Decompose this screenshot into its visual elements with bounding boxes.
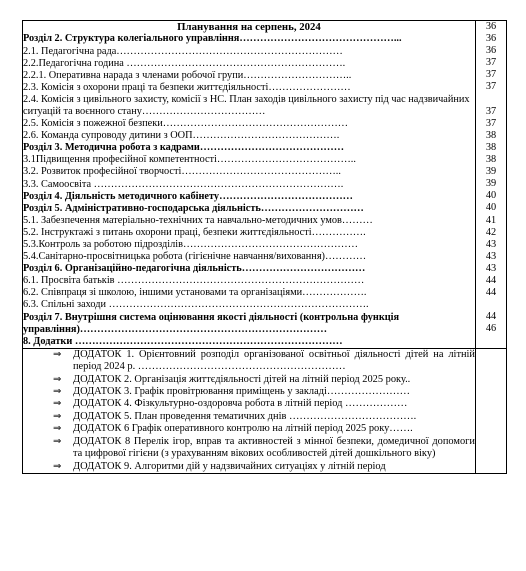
toc-subsection-entry: 5.3.Контроль за роботою підрозділів…………………………………………… — [23, 239, 358, 250]
toc-subsection-entry: 2.6. Команда супроводу дитини з ООП……………………………………. — [23, 130, 340, 142]
right-double-arrow-icon: ⇒ — [53, 410, 62, 422]
toc-subsection-entry: 6.1. Просвіта батьків ……………………………………………………………… — [23, 275, 365, 287]
toc-subsection-entry: 5.1. Забезпечення матеріально-технічних та навчально-методичних умов……… — [23, 214, 373, 226]
page-number: 44 — [485, 274, 497, 286]
toc-subsection-entry: 6.3. Спільні заходи …………………………………………………………………. — [23, 299, 369, 311]
appendix-item-label: ДОДАТОК 2. Організація життєдіяльності дітей на літній період 2025 року.. — [73, 373, 411, 385]
page-number: 42 — [485, 226, 497, 238]
toc-entries-cell — [23, 21, 476, 349]
appendix-item — [53, 461, 475, 473]
page-number: 40 — [485, 190, 497, 202]
toc-sheet — [22, 20, 506, 474]
appendix-item — [53, 436, 475, 461]
page-number-list — [476, 21, 506, 335]
toc-subsection-entry: 2.2.Педагогічна година ………………………………………………………. — [23, 57, 346, 69]
toc-subsection-entry: 3.3. Самоосвіта ………………………………………………………………. — [23, 178, 344, 190]
page-number: 37 — [485, 57, 497, 69]
appendix-item-label: ДОДАТОК 5. План проведення тематичних днів ………………………………. — [73, 410, 417, 422]
page-number: 37 — [485, 81, 497, 93]
page-number: 46 — [485, 323, 497, 335]
page-number: 36 — [485, 21, 497, 32]
page-number: 37 — [485, 117, 497, 129]
right-double-arrow-icon: ⇒ — [53, 386, 62, 398]
page-number: 39 — [485, 166, 497, 178]
toc-subsection-entry: 2.3. Комісія з охорони праці та безпеки життєдіяльності…………………… — [23, 81, 351, 93]
toc-subsection-entry: 2.2.1. Оперативна нарада з членами робочої групи………………………….. — [23, 69, 352, 81]
page-number: 36 — [485, 45, 497, 57]
right-double-arrow-icon: ⇒ — [53, 460, 62, 472]
appendix-row — [23, 348, 507, 473]
page-number — [476, 299, 506, 311]
appendix-item-label: ДОДАТОК 4. Фізкультурно-оздоровча робота в літній період ……………… — [73, 398, 408, 410]
page-number: 44 — [485, 311, 497, 323]
page-number: 43 — [485, 238, 497, 250]
toc-section-entry: Розділ 6. Організаційно-педагогічна діяльність……………………………… — [23, 263, 366, 275]
toc-main-row — [23, 21, 507, 349]
appendix-item — [53, 349, 475, 374]
toc-subsection-entry: 2.4. Комісія з цивільного захисту, комісії з НС. План заходів цивільного захисту під час надзвичайних ситуацій та воєнного стану……………………………… — [23, 93, 470, 117]
toc-subsection-entry: 5.4.Санітарно-просвітницька робота (гігієнічне навчання/виховання)………… — [23, 251, 367, 263]
appendix-list — [23, 349, 475, 473]
appendix-page-cell — [476, 348, 507, 473]
right-double-arrow-icon: ⇒ — [53, 423, 62, 435]
appendix-item — [53, 411, 475, 423]
toc-page-numbers-cell — [476, 21, 507, 349]
right-double-arrow-icon: ⇒ — [53, 435, 62, 447]
page-number — [476, 94, 506, 106]
appendix-item — [53, 398, 475, 410]
appendix-item — [53, 386, 475, 398]
page-number: 38 — [485, 129, 497, 141]
appendix-item-label: ДОДАТОК 6 Графік оперативного контролю на літній період 2025 року……. — [73, 423, 413, 435]
toc-section-entry: Розділ 3. Методична робота з кадрами…………………………………… — [23, 142, 345, 154]
toc-table — [22, 20, 507, 474]
toc-subsection-entry: 2.1. Педагогічна рада………………………………………………………… — [23, 45, 343, 57]
right-double-arrow-icon: ⇒ — [53, 398, 62, 410]
page-number: 39 — [485, 178, 497, 190]
toc-heading: Планування на серпень, 2024 — [177, 21, 321, 33]
appendix-item-label: ДОДАТОК 3. Графік провітрювання приміщень у закладі…………………… — [73, 386, 410, 398]
toc-subsection-entry: 3.2. Розвиток професійної творчості……………………………………….. — [23, 166, 341, 178]
toc-section-entry: Розділ 4. Діяльність методичного кабінету………………………………… — [23, 190, 353, 202]
appendix-item — [53, 423, 475, 435]
page-number: 36 — [485, 33, 497, 45]
toc-section-entry: Розділ 2. Структура колегіального управління………………………………………... — [23, 33, 402, 45]
page-number: 44 — [485, 287, 497, 299]
appendix-item-label: ДОДАТОК 9. Алгоритми дій у надзвичайних ситуаціях у літній період — [73, 460, 386, 472]
right-double-arrow-icon: ⇒ — [53, 373, 62, 385]
page-number: 40 — [485, 202, 497, 214]
appendix-item-label: ДОДАТОК 8 Перелік ігор, вправ та активностей з мінної безпеки, домедичної допомоги та цифрової гігієни (з урахуванням вікових особливостей дітей дошкільного віку) — [73, 435, 475, 460]
toc-subsection-entry: 3.1Підвищення професійної компетентності………………………………….. — [23, 154, 356, 166]
page-number: 37 — [485, 105, 497, 117]
toc-section-entry: Розділ 7. Внутрішня система оцінювання якості діяльності (контрольна функція управління)……………………………………………………………… — [23, 311, 400, 335]
page-number: 38 — [485, 154, 497, 166]
appendix-cell — [23, 348, 476, 473]
toc-subsection-entry: 2.5. Комісія з пожежної безпеки……………………………………………… — [23, 118, 349, 130]
page-number: 43 — [485, 262, 497, 274]
appendix-item-label: ДОДАТОК 1. Орієнтовний розподіл організованої освітньої діяльності дітей на літній період 2024 р. …………………………………………………… — [73, 348, 475, 373]
right-double-arrow-icon: ⇒ — [53, 348, 62, 360]
toc-section-entry: 8. Додатки …………………………………………………………………… — [23, 335, 343, 347]
page-number: 43 — [485, 250, 497, 262]
toc-subsection-entry: 5.2. Інструктажі з питань охорони праці, безпеки життєдіяльності……………. — [23, 226, 366, 238]
toc-section-entry: Розділ 5. Адміністративно-господарська діяльність………………………… — [23, 202, 364, 214]
toc-entry-list — [23, 33, 475, 347]
page-number: 38 — [485, 141, 497, 153]
appendix-item — [53, 374, 475, 386]
page-number: 37 — [485, 69, 497, 81]
toc-subsection-entry: 6.2. Співпраця зі школою, іншими установами та організаціями………………. — [23, 287, 367, 299]
page-number: 41 — [485, 214, 497, 226]
